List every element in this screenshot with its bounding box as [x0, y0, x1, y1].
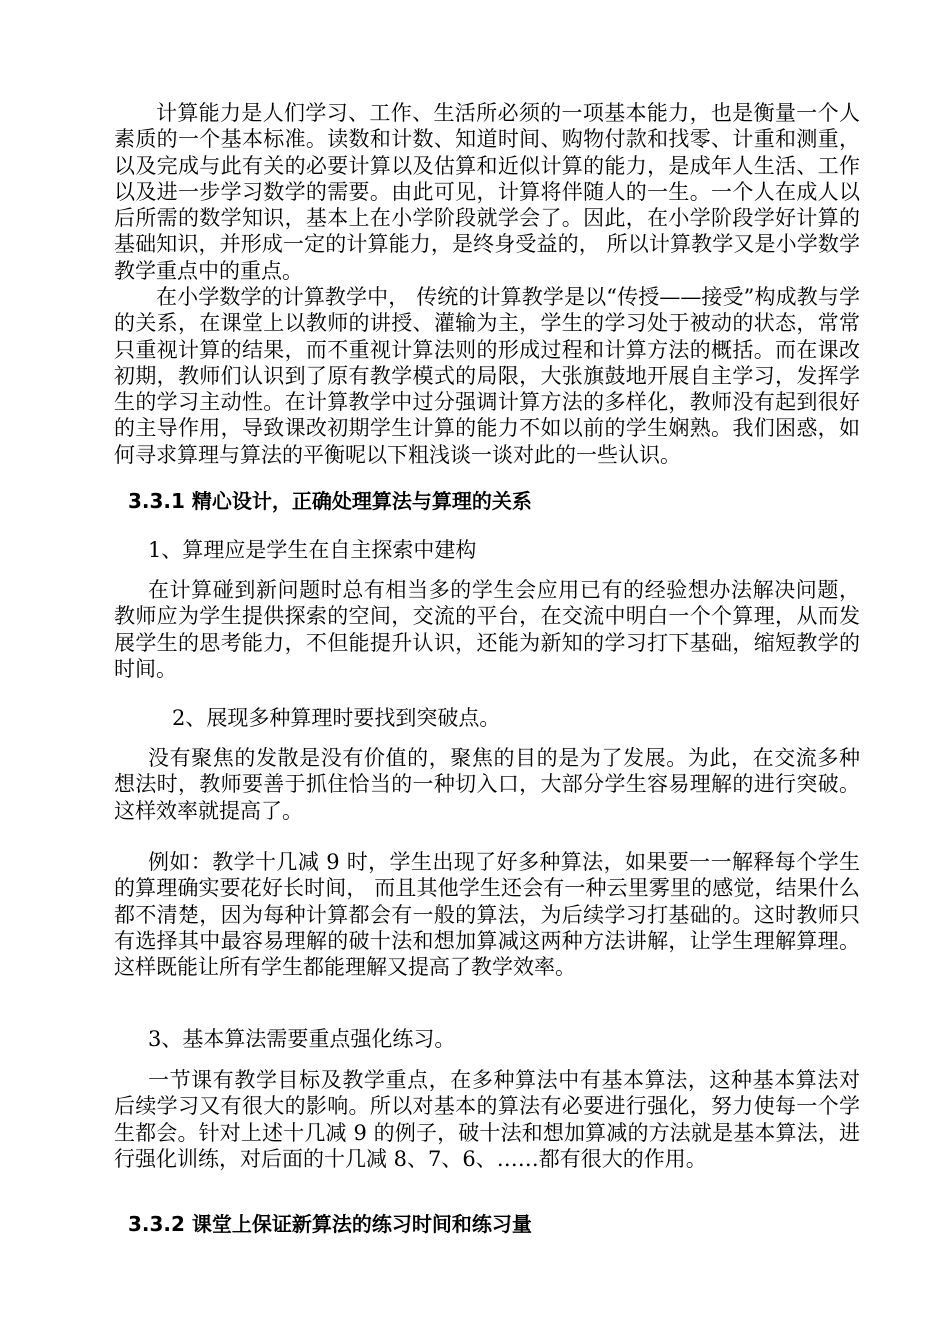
paragraph-example: 例如：教学十几减 9 时，学生出现了好多种算法，如果要一一解释每个学生的算理确实要花好长时间， 而且其他学生还会有一种云里雾里的感觉，结果什么都不清楚，因为每种计算都会有一般的算法，为后续学习打基础的。这时教师只有选择其中最容易理解的破十法和想加算减这两种方法讲解，让学生理解算理。这样既能让所有学生都能理解又提高了教学效率。	[114, 850, 860, 980]
section-heading-3-3-1: 3.3.1 精心设计，正确处理算法与算理的关系	[128, 489, 532, 513]
paragraph-basic-algorithm: 一节课有教学目标及教学重点，在多种算法中有基本算法，这种基本算法对后续学习又有很大的影响。所以对基本的算法有必要进行强化，努力使每一个学生都会。针对上述十几减 9 的例子，破十法和想加算减的方法就是基本算法，进行强化训练，对后面的十几减 8、7、6、……都有很大的作用。	[114, 1068, 860, 1171]
paragraph-breakthrough: 没有聚焦的发散是没有价值的，聚焦的目的是为了发展。为此，在交流多种想法时，教师要善于抓住恰当的一种切入口，大部分学生容易理解的进行突破。这样效率就提高了。	[114, 746, 860, 823]
subheading-3: 3、基本算法需要重点强化练习。	[148, 1027, 456, 1051]
paragraph-intro: 计算能力是人们学习、工作、生活所必须的一项基本能力，也是衡量一个人素质的一个基本标准。读数和计数、知道时间、购物付款和找零、计重和测重，以及完成与此有关的必要计算以及估算和近似计算的能力，是成年人生活、工作以及进一步学习数学的需要。由此可见，计算将伴随人的一生。一个人在成人以后所需的数学知识，基本上在小学阶段就学会了。因此，在小学阶段学好计算的基础知识，并形成一定的计算能力，是终身受益的， 所以计算教学又是小学数学教学重点中的重点。	[114, 101, 860, 283]
subheading-2: 2、展现多种算理时要找到突破点。	[172, 706, 501, 730]
subheading-1: 1、算理应是学生在自主探索中建构	[148, 538, 477, 562]
paragraph-traditional-teaching: 在小学数学的计算教学中， 传统的计算教学是以“传授——接受”构成教与学的关系，在课堂上以教师的讲授、灌输为主，学生的学习处于被动的状态，常常只重视计算的结果，而不重视计算法则的形成过程和计算方法的概括。而在课改初期，教师们认识到了原有教学模式的局限，大张旗鼓地开展自主学习，发挥学生的学习主动性。在计算教学中过分强调计算方法的多样化，教师没有起到很好的主导作用，导致课改初期学生计算的能力不如以前的学生娴熟。我们困惑，如何寻求算理与算法的平衡呢以下粗浅谈一谈对此的一些认识。	[114, 285, 860, 467]
section-heading-3-3-2: 3.3.2 课堂上保证新算法的练习时间和练习量	[128, 1212, 532, 1236]
paragraph-algorithm-construction: 在计算碰到新问题时总有相当多的学生会应用已有的经验想办法解决问题，教师应为学生提供探索的空间，交流的平台，在交流中明白一个个算理，从而发展学生的思考能力，不但能提升认识，还能为新知的学习打下基础，缩短教学的时间。	[114, 578, 860, 681]
